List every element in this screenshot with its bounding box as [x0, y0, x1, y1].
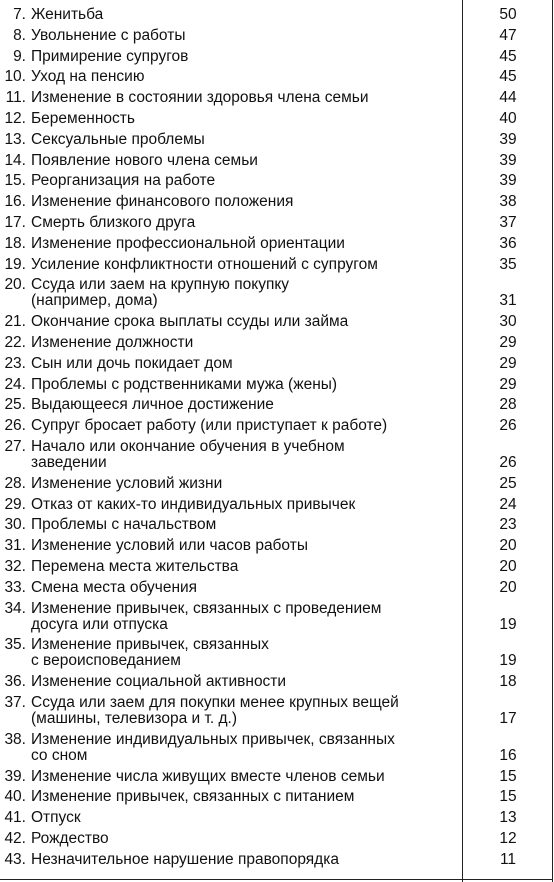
- stress-score: 29: [499, 334, 517, 351]
- event-description: [31, 194, 461, 210]
- event-line: Супруг бросает работу (или приступает к работе): [31, 417, 388, 435]
- row-number: 30.: [4, 516, 26, 534]
- event-line: со сном: [31, 746, 88, 764]
- event-description: [31, 356, 461, 372]
- event-line: Отпуск: [31, 809, 81, 827]
- event-line: Сексуальные проблемы: [31, 130, 205, 148]
- row-number: 34.: [4, 599, 26, 617]
- event-line: Изменение социальной активности: [31, 673, 287, 691]
- event-line: Изменение финансового положения: [31, 193, 294, 211]
- stress-score: 39: [499, 130, 517, 148]
- stress-score: 16: [499, 746, 517, 764]
- row-number: 23.: [4, 354, 26, 372]
- row-number: 11.: [5, 89, 26, 107]
- stress-score: 39: [499, 172, 517, 190]
- row-number: 13.: [4, 130, 26, 148]
- event-line: Изменение привычек, связанных с проведением: [31, 599, 382, 617]
- row-number: 42.: [4, 830, 26, 847]
- row-number: 9.: [13, 47, 26, 65]
- row-number: 14.: [4, 151, 26, 169]
- stress-score: 11: [499, 850, 517, 868]
- event-line: Изменение условий или часов работы: [31, 537, 308, 555]
- event-line: Усиление конфликтности отношений с супругом: [31, 255, 378, 273]
- stress-score: 29: [499, 375, 517, 393]
- row-number: 29.: [4, 495, 26, 513]
- stress-score: 35: [499, 255, 517, 273]
- event-description: [31, 439, 461, 471]
- row-number: 28.: [4, 474, 26, 492]
- stress-score: 26: [499, 454, 517, 471]
- event-description: [31, 559, 461, 575]
- row-number: 38.: [4, 730, 26, 748]
- event-line: Незначительное нарушение правопорядка: [31, 850, 339, 868]
- stress-score: 17: [499, 710, 517, 727]
- event-line: (машины, телевизора и т. д.): [31, 710, 238, 727]
- event-description: [31, 580, 461, 596]
- stress-score: 20: [499, 537, 517, 555]
- row-number: 7.: [13, 6, 26, 23]
- stress-score: 38: [499, 193, 517, 211]
- row-number: 35.: [4, 636, 26, 654]
- row-number: 19.: [4, 255, 26, 273]
- row-number: 32.: [4, 558, 26, 575]
- event-line: Беременность: [31, 110, 135, 127]
- event-description: [31, 153, 461, 169]
- event-description: [31, 810, 461, 826]
- row-number: 43.: [4, 850, 26, 868]
- stress-score: 23: [499, 516, 517, 534]
- event-description: [31, 637, 461, 669]
- event-line: досуга или отпуска: [31, 615, 168, 633]
- event-line: Смена места обучения: [31, 578, 198, 596]
- stress-score: 19: [499, 652, 517, 670]
- event-line: Проблемы с родственниками мужа (жены): [31, 375, 338, 393]
- event-description: [31, 49, 461, 65]
- event-line: Изменение в состоянии здоровья члена семьи: [31, 89, 369, 107]
- event-line: с вероисповеданием: [31, 652, 181, 670]
- event-description: [31, 517, 461, 533]
- stress-score: 44: [499, 89, 517, 107]
- row-number: 31.: [4, 537, 26, 555]
- stress-score: 19: [499, 615, 517, 633]
- row-number: 22.: [4, 334, 26, 351]
- event-description: [31, 789, 461, 805]
- event-line: Изменение индивидуальных привычек, связанных: [31, 730, 395, 748]
- event-description: [31, 335, 461, 351]
- event-description: [31, 90, 461, 106]
- event-description: [31, 7, 461, 23]
- event-line: Сын или дочь покидает дом: [31, 354, 233, 372]
- row-number: 26.: [4, 417, 26, 435]
- bottom-rule: [0, 879, 553, 880]
- event-description: [31, 732, 461, 764]
- event-description: [31, 69, 461, 85]
- event-description: [31, 111, 461, 127]
- event-description: [31, 695, 461, 727]
- row-number: 15.: [4, 172, 26, 190]
- stress-score: 31: [499, 292, 517, 310]
- row-number: 25.: [4, 396, 26, 414]
- event-description: [31, 173, 461, 189]
- stress-score: 50: [499, 6, 517, 23]
- row-number: 17.: [4, 214, 26, 231]
- row-number: 8.: [13, 26, 26, 44]
- event-description: [31, 132, 461, 148]
- row-number: 21.: [4, 313, 26, 331]
- event-line: Выдающееся личное достижение: [31, 396, 274, 414]
- event-description: [31, 418, 461, 434]
- event-description: [31, 674, 461, 690]
- event-description: [31, 538, 461, 554]
- row-number: 18.: [4, 234, 26, 252]
- stress-score: 45: [499, 47, 517, 65]
- event-line: Изменение привычек, связанных с питанием: [31, 788, 355, 806]
- event-line: Рождество: [31, 830, 109, 847]
- row-number: 10.: [4, 68, 26, 86]
- event-description: [31, 769, 461, 785]
- stress-score: 29: [499, 354, 517, 372]
- event-description: [31, 377, 461, 393]
- stress-score: 45: [499, 68, 517, 86]
- event-line: Перемена места жительства: [31, 558, 239, 575]
- event-description: [31, 28, 461, 44]
- event-line: Изменение должности: [31, 334, 194, 351]
- stress-score: 20: [499, 578, 517, 596]
- event-line: Примирение супругов: [31, 47, 189, 65]
- event-line: заведении: [31, 454, 107, 471]
- event-line: Женитьба: [31, 6, 104, 23]
- event-line: Окончание срока выплаты ссуды или займа: [31, 313, 349, 331]
- event-line: Ссуда или заем для покупки менее крупных вещей: [31, 694, 399, 711]
- event-description: [31, 314, 461, 330]
- event-line: Изменение привычек, связанных: [31, 636, 269, 654]
- row-number: 39.: [4, 767, 26, 785]
- event-line: (например, дома): [31, 292, 158, 310]
- row-number: 20.: [4, 276, 26, 294]
- stress-score: 39: [499, 151, 517, 169]
- event-line: Изменение условий жизни: [31, 474, 223, 492]
- event-line: Смерть близкого друга: [31, 214, 196, 231]
- stress-score: 26: [499, 417, 517, 435]
- event-line: Изменение профессиональной ориентации: [31, 234, 345, 252]
- stress-score: 28: [499, 396, 517, 414]
- event-description: [31, 601, 461, 633]
- stress-score: 40: [499, 110, 517, 127]
- event-line: Ссуда или заем на крупную покупку: [31, 276, 290, 294]
- stress-score: 12: [499, 830, 517, 847]
- event-line: Уход на пенсию: [31, 68, 145, 86]
- stress-score: 30: [499, 313, 517, 331]
- stress-score: 36: [499, 234, 517, 252]
- event-description: [31, 236, 461, 252]
- event-description: [31, 397, 461, 413]
- stress-score: 24: [499, 495, 517, 513]
- row-number: 16.: [4, 193, 26, 211]
- event-line: Появление нового члена семьи: [31, 151, 258, 169]
- event-description: [31, 497, 461, 513]
- event-description: [31, 215, 461, 231]
- stress-score: 18: [499, 673, 517, 691]
- event-line: Начало или окончание обучения в учебном: [31, 438, 345, 455]
- event-line: Отказ от каких-то индивидуальных привычек: [31, 495, 356, 513]
- event-line: Изменение числа живущих вместе членов семьи: [31, 767, 385, 785]
- stress-score: 37: [499, 214, 517, 231]
- row-number: 12.: [4, 110, 26, 127]
- stress-score: 13: [499, 809, 517, 827]
- event-line: Увольнение с работы: [31, 26, 186, 44]
- event-description: [31, 852, 461, 868]
- event-line: Проблемы с начальством: [31, 516, 217, 534]
- row-number: 37.: [4, 694, 26, 711]
- row-number: 36.: [4, 673, 26, 691]
- row-number: 40.: [4, 788, 26, 806]
- stress-score: 15: [499, 788, 517, 806]
- stress-score: 47: [499, 26, 517, 44]
- row-number: 41.: [4, 809, 26, 827]
- event-line: Реорганизация на работе: [31, 172, 216, 190]
- row-number: 27.: [4, 438, 26, 455]
- event-description: [31, 257, 461, 273]
- event-description: [31, 277, 461, 309]
- row-number: 24.: [4, 375, 26, 393]
- stress-score: 20: [499, 558, 517, 575]
- event-description: [31, 476, 461, 492]
- event-description: [31, 831, 461, 847]
- stress-score: 25: [499, 474, 517, 492]
- row-number: 33.: [4, 578, 26, 596]
- stress-score: 15: [499, 767, 517, 785]
